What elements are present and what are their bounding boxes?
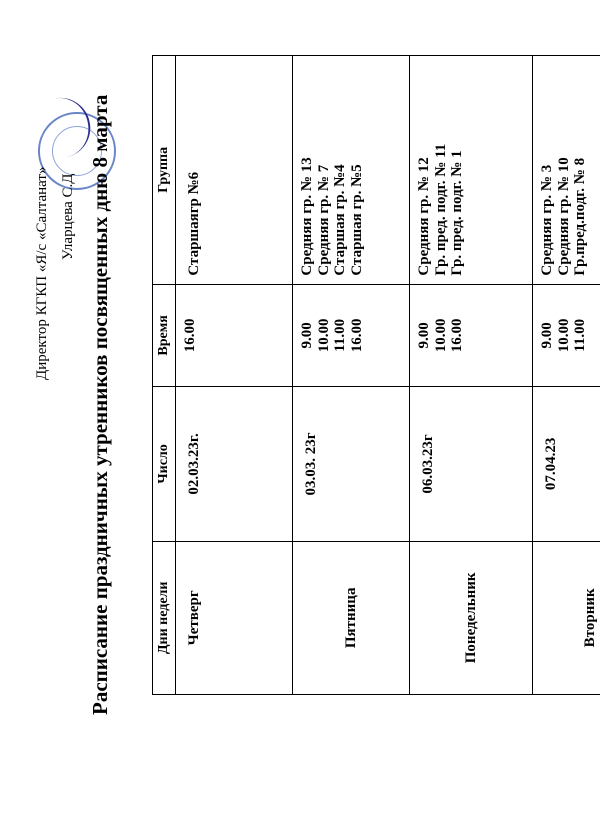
group-value: Гр.пред.подг. № 8 xyxy=(572,157,588,276)
time-value: 10.00 xyxy=(555,318,572,353)
time-value: 9.00 xyxy=(299,322,315,349)
time-value: 10.00 xyxy=(315,318,332,353)
time-value: 16.00 xyxy=(348,318,365,353)
time-value: 16.00 xyxy=(449,318,465,353)
cell-day: Понедельник xyxy=(410,541,533,694)
header-date: Число xyxy=(153,387,176,542)
cell-date: 06.03.23г xyxy=(410,387,533,542)
time-value: 9.00 xyxy=(416,322,432,349)
director-name: Уларцева С.Д xyxy=(59,173,76,260)
cell-group xyxy=(176,56,293,285)
cell-date: 02.03.23г. xyxy=(176,387,293,542)
cell-time xyxy=(293,284,410,387)
time-value: 11.00 xyxy=(572,318,588,352)
time-value: 9.00 xyxy=(539,322,555,349)
approval-block xyxy=(30,60,81,380)
page-title: Расписание праздничных утренников посвященных дню 8 марта xyxy=(88,94,112,715)
group-value: Гр. пред. подг. № 11 xyxy=(432,143,449,276)
time-value: 16.00 xyxy=(182,318,198,353)
cell-date: 03.03. 23г xyxy=(293,387,410,542)
cell-time xyxy=(533,284,600,387)
group-value: Старшаягр №6 xyxy=(186,171,202,276)
cell-day: Пятница xyxy=(293,541,410,694)
group-value: Средняя гр. № 7 xyxy=(315,164,332,276)
group-value: Средняя гр. № 10 xyxy=(555,157,572,276)
group-value: Средняя гр. № 13 xyxy=(299,157,315,276)
cell-day: Четверг xyxy=(176,541,293,694)
cell-time xyxy=(410,284,533,387)
table-header-row xyxy=(153,56,176,695)
header-day: Дни недели xyxy=(153,541,176,694)
director-line: Директор КГКП «Я/с «Салтанат» xyxy=(34,166,50,380)
header-time: Время xyxy=(153,284,176,387)
group-value: Средняя гр. № 12 xyxy=(416,157,432,276)
group-value: Гр. пред. подг. № 1 xyxy=(449,150,465,276)
table-row xyxy=(176,56,293,695)
group-value: Старшая гр. №5 xyxy=(348,164,365,276)
table-row xyxy=(533,56,600,695)
schedule-table xyxy=(152,55,600,695)
time-value: 10.00 xyxy=(432,318,449,353)
cell-group xyxy=(410,56,533,285)
cell-time xyxy=(176,284,293,387)
table-row xyxy=(410,56,533,695)
cell-date: 07.04.23 xyxy=(533,387,600,542)
group-value: Старшая гр. №4 xyxy=(332,164,348,276)
table-row xyxy=(293,56,410,695)
group-value: Средняя гр. № 3 xyxy=(539,164,555,276)
cell-day: Вторник xyxy=(533,541,600,694)
time-value: 11.00 xyxy=(332,318,348,352)
cell-group xyxy=(533,56,600,285)
cell-group xyxy=(293,56,410,285)
header-group: Группа xyxy=(153,56,176,285)
